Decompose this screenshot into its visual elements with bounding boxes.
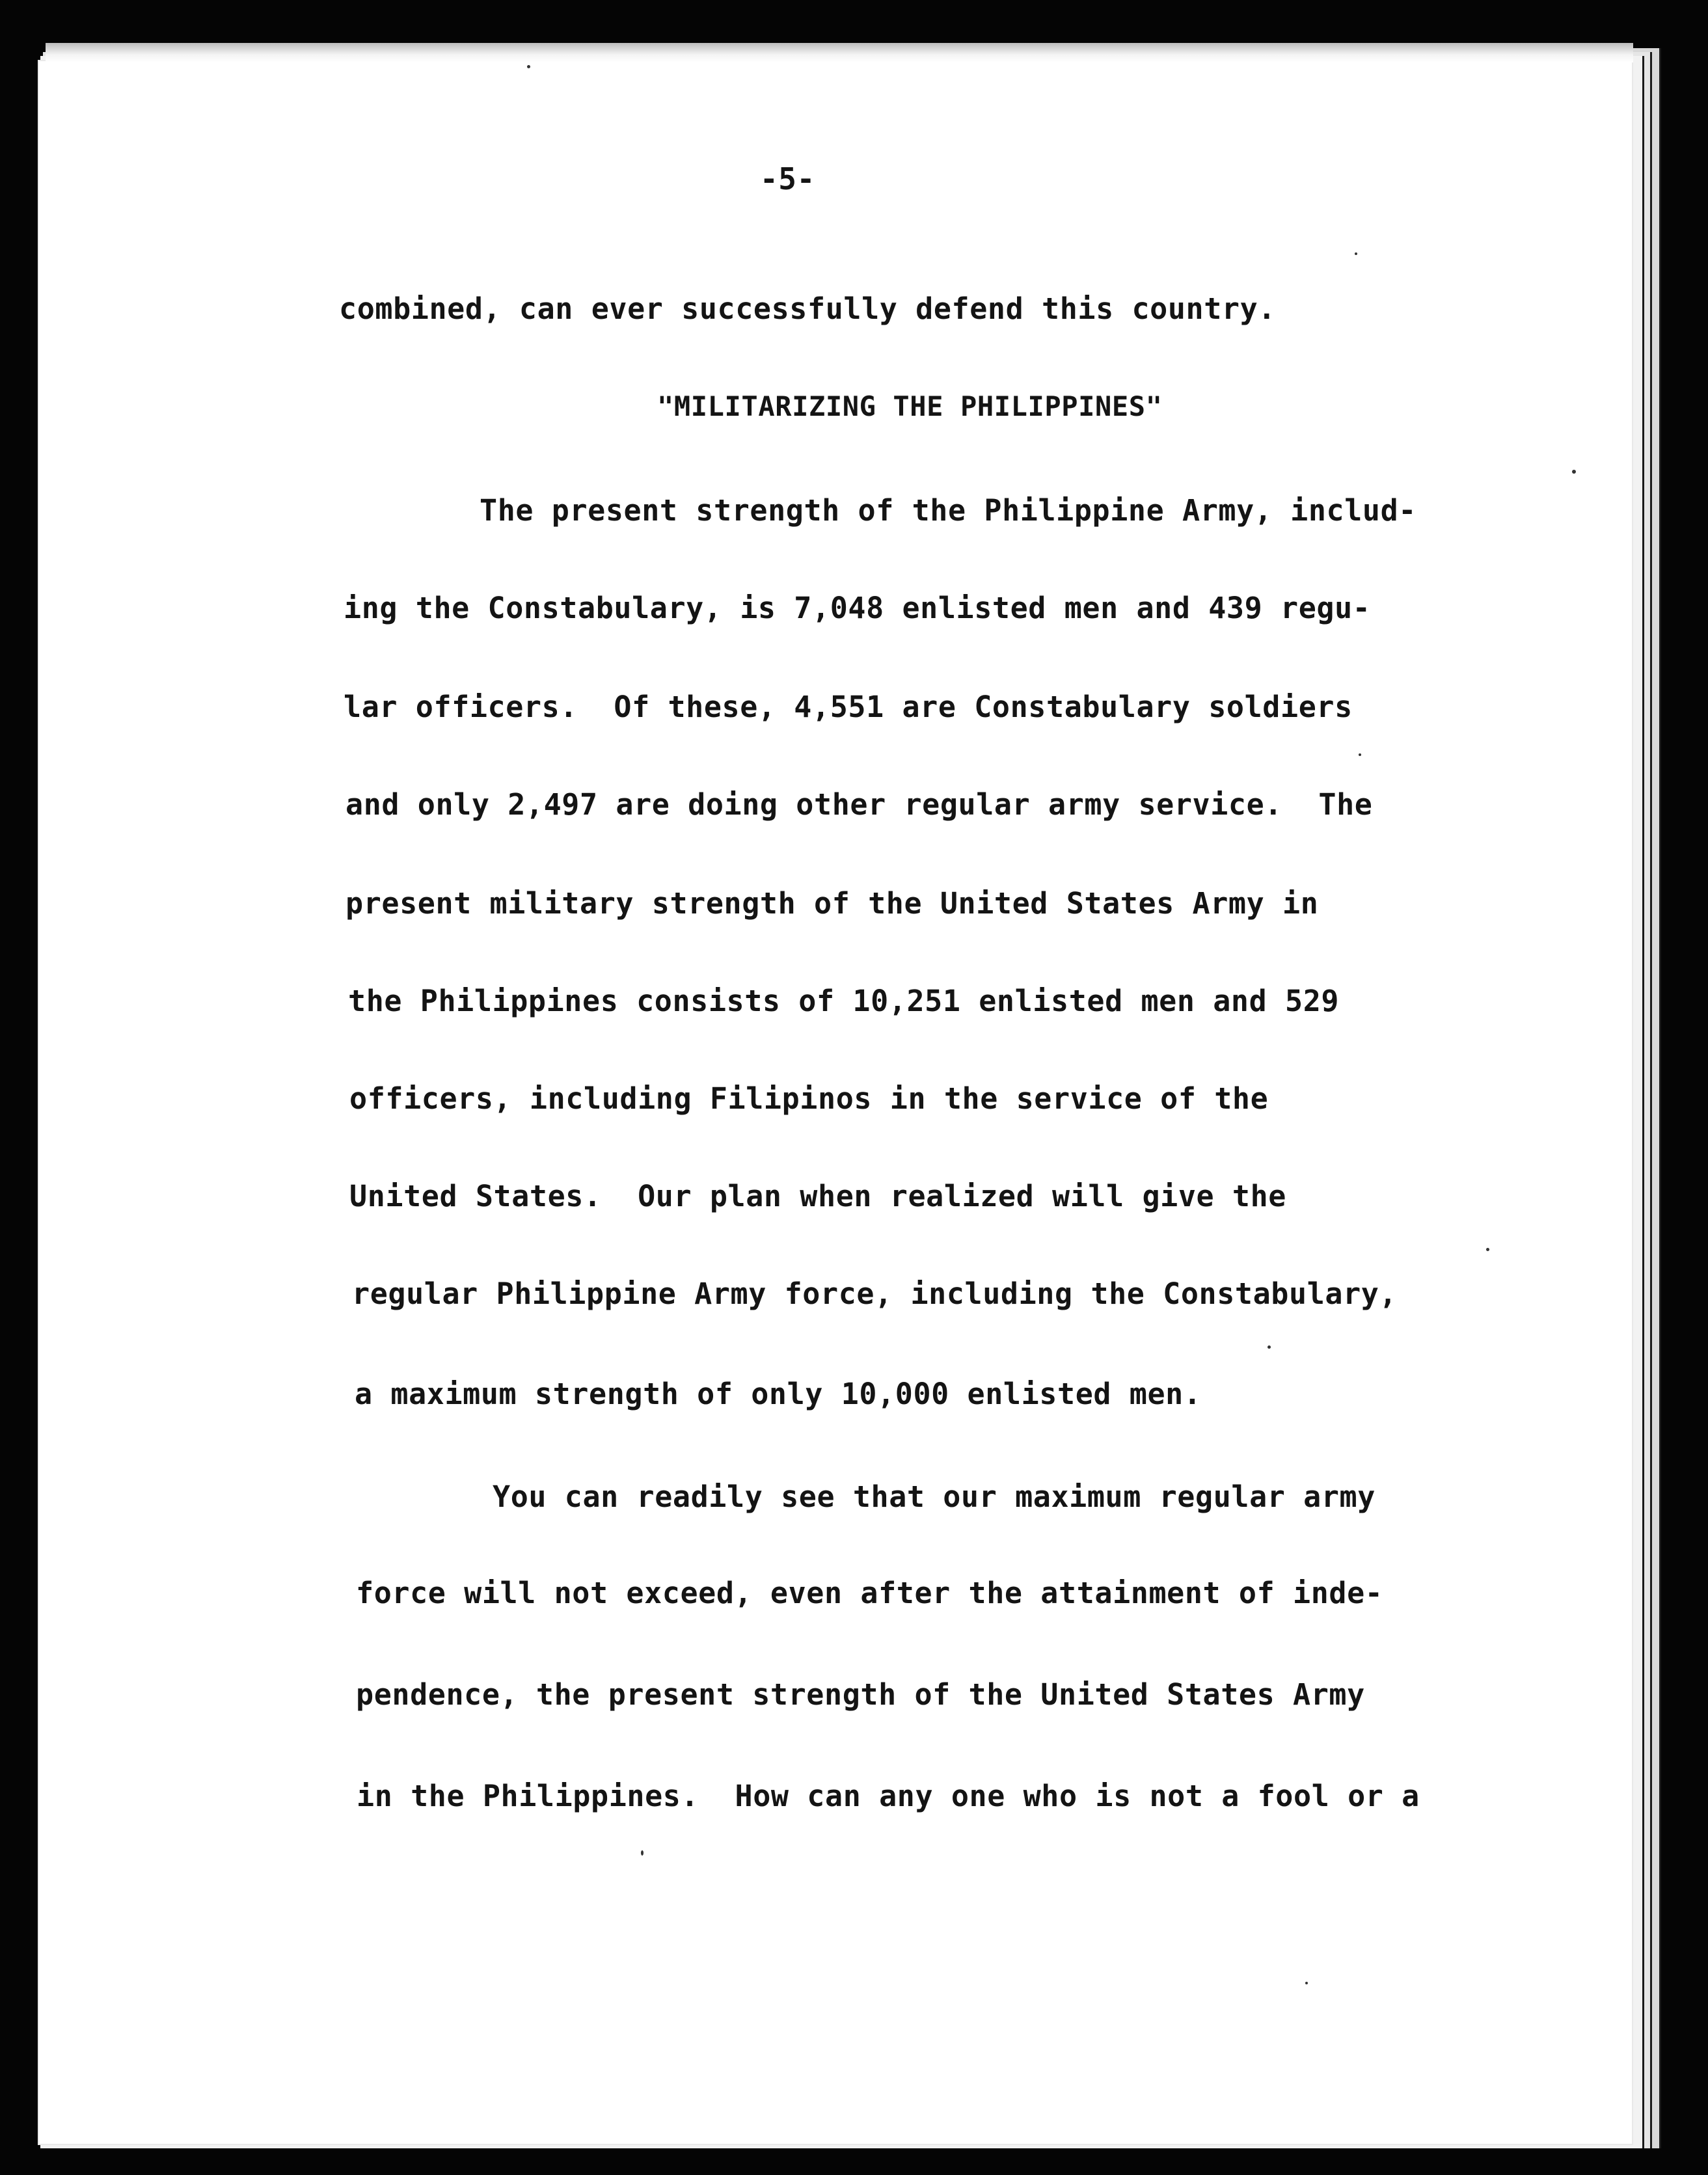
- paper-speck: [641, 1850, 644, 1856]
- page-top-edge: [46, 43, 1633, 62]
- paper-speck: [1572, 470, 1576, 474]
- body-line: The present strength of the Philippine Army, includ-: [480, 493, 1417, 528]
- body-line: a maximum strength of only 10,000 enlisted men.: [355, 1377, 1202, 1411]
- paper-speck: [1359, 753, 1361, 756]
- body-line: the Philippines consists of 10,251 enlisted men and 529: [348, 984, 1340, 1018]
- page-number: -5-: [760, 161, 815, 196]
- body-line: and only 2,497 are doing other regular army service. The: [346, 787, 1373, 822]
- body-line: pendence, the present strength of the United States Army: [356, 1677, 1365, 1712]
- section-heading: "MILITARIZING THE PHILIPPINES": [657, 390, 1163, 422]
- paper-speck: [1305, 1982, 1308, 1984]
- body-line: in the Philippines. How can any one who is not a fool or a: [357, 1779, 1420, 1813]
- body-line: United States. Our plan when realized will give the: [349, 1179, 1286, 1213]
- paper-speck: [1355, 252, 1357, 255]
- body-line: ing the Constabulary, is 7,048 enlisted men and 439 regu-: [344, 591, 1371, 625]
- body-line: force will not exceed, even after the attainment of inde-: [356, 1576, 1383, 1610]
- paper-speck: [527, 65, 530, 68]
- paper-speck: [1486, 1248, 1489, 1251]
- paper-speck: [1267, 1345, 1271, 1349]
- body-line: present military strength of the United States Army in: [346, 886, 1319, 921]
- body-line: combined, can ever successfully defend this country.: [339, 291, 1276, 326]
- body-line: You can readily see that our maximum regular army: [493, 1479, 1376, 1514]
- body-line: regular Philippine Army force, including the Constabulary,: [352, 1277, 1398, 1311]
- body-line: lar officers. Of these, 4,551 are Constabulary soldiers: [344, 690, 1353, 724]
- body-line: officers, including Filipinos in the service of the: [349, 1081, 1269, 1116]
